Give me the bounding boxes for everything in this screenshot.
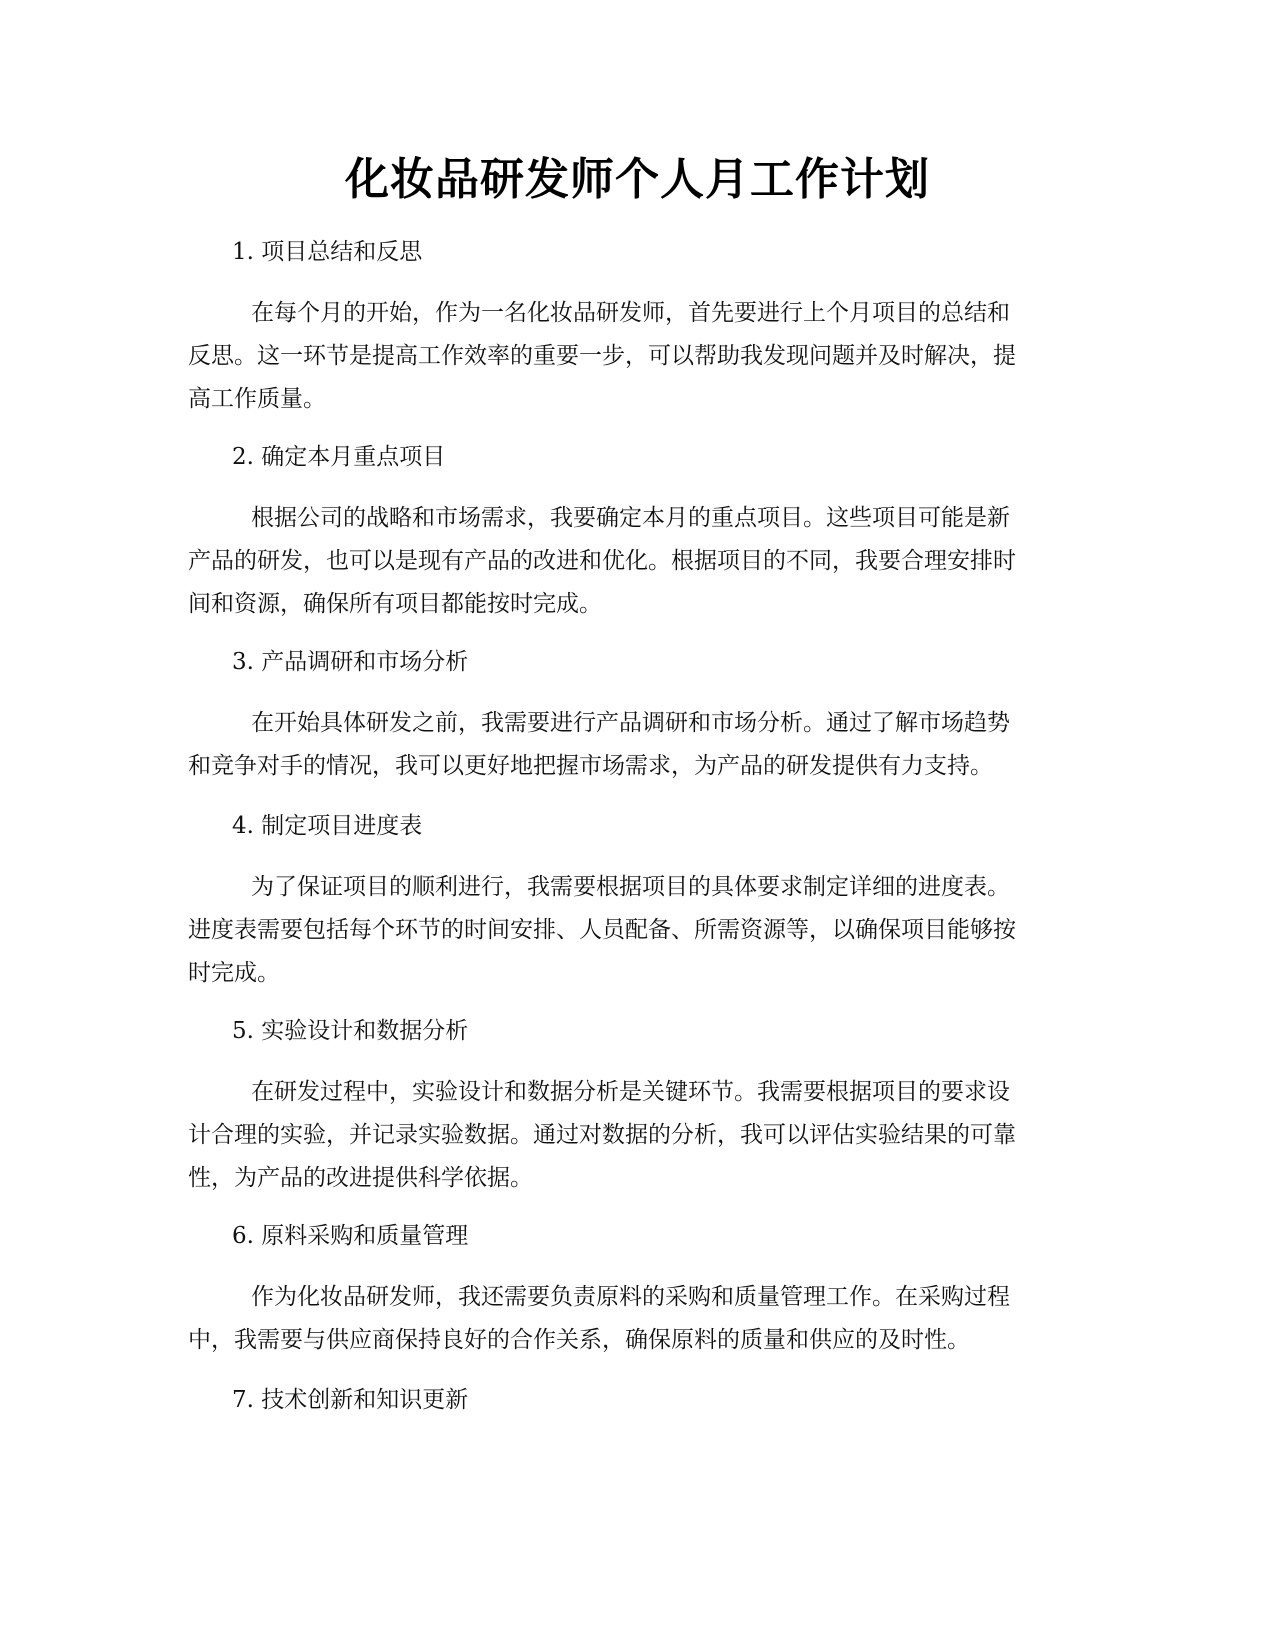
paragraph-line: 在每个月的开始，作为一名化妆品研发师，首先要进行上个月项目的总结和 <box>251 300 1010 326</box>
section-paragraph-3 <box>188 702 1088 788</box>
section-heading-4: 4. 制定项目进度表 <box>232 813 423 839</box>
section-heading-1: 1. 项目总结和反思 <box>232 239 423 265</box>
section-heading-3: 3. 产品调研和市场分析 <box>232 649 469 675</box>
paragraph-line: 产品的研发，也可以是现有产品的改进和优化。根据项目的不同，我要合理安排时 <box>188 548 1016 574</box>
section-paragraph-2 <box>188 497 1088 626</box>
paragraph-line: 为了保证项目的顺利进行，我需要根据项目的具体要求制定详细的进度表。 <box>251 874 1010 900</box>
paragraph-line: 在开始具体研发之前，我需要进行产品调研和市场分析。通过了解市场趋势 <box>251 710 1010 736</box>
page-title: 化妆品研发师个人月工作计划 <box>345 154 930 205</box>
section-paragraph-1 <box>188 292 1088 421</box>
section-paragraph-4 <box>188 866 1088 995</box>
paragraph-line: 高工作质量。 <box>188 386 326 412</box>
section-heading-2: 2. 确定本月重点项目 <box>232 444 446 470</box>
paragraph-line: 根据公司的战略和市场需求，我要确定本月的重点项目。这些项目可能是新 <box>251 505 1010 531</box>
section-heading-5: 5. 实验设计和数据分析 <box>232 1018 469 1044</box>
paragraph-line: 和竞争对手的情况，我可以更好地把握市场需求，为产品的研发提供有力支持。 <box>188 753 993 779</box>
section-heading-7: 7. 技术创新和知识更新 <box>232 1387 469 1413</box>
paragraph-line: 在研发过程中，实验设计和数据分析是关键环节。我需要根据项目的要求设 <box>251 1079 1010 1105</box>
paragraph-line: 时完成。 <box>188 960 280 986</box>
section-heading-6: 6. 原料采购和质量管理 <box>232 1223 469 1249</box>
section-paragraph-5 <box>188 1071 1088 1200</box>
paragraph-line: 进度表需要包括每个环节的时间安排、人员配备、所需资源等，以确保项目能够按 <box>188 917 1016 943</box>
paragraph-line: 反思。这一环节是提高工作效率的重要一步，可以帮助我发现问题并及时解决，提 <box>188 343 1016 369</box>
section-paragraph-6 <box>188 1276 1088 1362</box>
paragraph-line: 中，我需要与供应商保持良好的合作关系，确保原料的质量和供应的及时性。 <box>188 1327 970 1353</box>
paragraph-line: 作为化妆品研发师，我还需要负责原料的采购和质量管理工作。在采购过程 <box>251 1284 1010 1310</box>
paragraph-line: 性，为产品的改进提供科学依据。 <box>188 1165 533 1191</box>
paragraph-line: 计合理的实验，并记录实验数据。通过对数据的分析，我可以评估实验结果的可靠 <box>188 1122 1016 1148</box>
paragraph-line: 间和资源，确保所有项目都能按时完成。 <box>188 591 602 617</box>
